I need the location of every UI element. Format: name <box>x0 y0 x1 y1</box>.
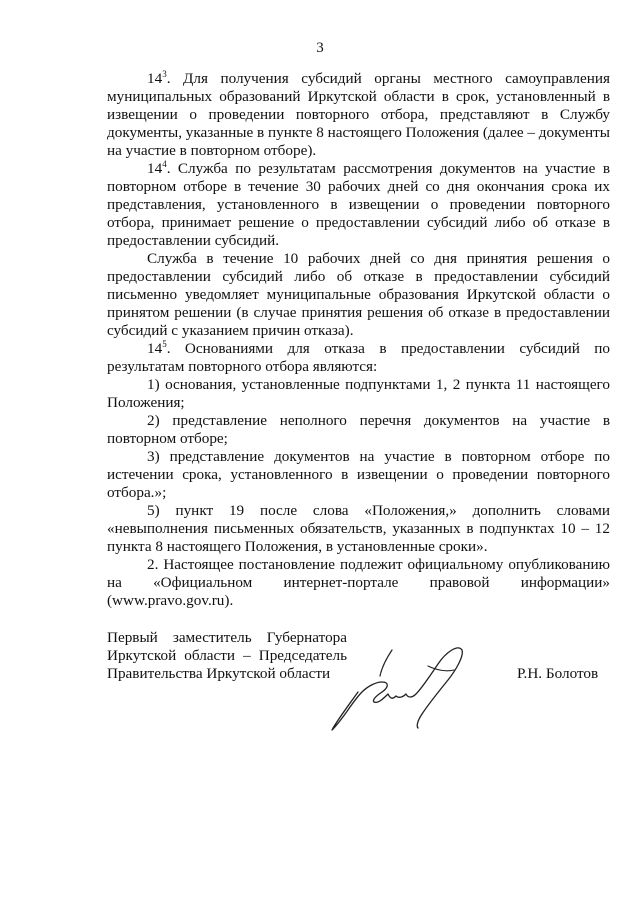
paragraph-notification <box>107 250 610 340</box>
signatory-title <box>107 629 347 683</box>
paragraph-superscript: 3 <box>162 68 167 79</box>
paragraph-text: 1) основания, установленные подпунктами 1, 2 пункта 11 настоящего Положения; <box>107 376 610 411</box>
document-body <box>107 70 610 610</box>
paragraph-publication <box>107 556 610 610</box>
paragraph-text: 2) представление неполного перечня документов на участие в повторном отборе; <box>107 412 610 447</box>
paragraph-text: . Служба по результатам рассмотрения документов на участие в повторном отборе в течение 30 рабочих дней со дня окончания срока их представления, установленного в извещении о проведении повторного отбора, принимает решение о предоставлении субсидий либо об отказе в предоставлении субсидий. <box>107 160 610 249</box>
list-item-1 <box>107 376 610 412</box>
page-number: 3 <box>316 40 324 56</box>
signatory-title-line: Иркутской области – Председатель <box>107 647 347 664</box>
paragraph-superscript: 4 <box>162 158 167 169</box>
paragraph-14-5 <box>107 340 610 376</box>
paragraph-text: 3) представление документов на участие в повторном отборе по истечении срока, установленного в извещении о проведении повторного отбора.»; <box>107 448 610 501</box>
paragraph-text: 2. Настоящее постановление подлежит официальному опубликованию на «Официальном интернет-портале правовой информации» (www.pravo.gov.ru). <box>107 556 610 609</box>
paragraph-14-3 <box>107 70 610 160</box>
paragraph-text: 5) пункт 19 после слова «Положения,» дополнить словами «невыполнения письменных обязательств, указанных в подпунктах 10 – 12 пункта 8 настоящего Положения, в установленные сроки». <box>107 502 610 555</box>
paragraph-text: . Для получения субсидий органы местного самоуправления муниципальных образований Иркутской области в срок, установленный в извещении о проведении повторного отбора, представляют в Службу документы, указанные в пункте 8 настоящего Положения (далее – документы на участие в повторном отборе). <box>107 70 610 159</box>
paragraph-number: 14 <box>147 70 163 87</box>
handwritten-signature <box>318 636 468 736</box>
paragraph-text: Служба в течение 10 рабочих дней со дня принятия решения о предоставлении субсидий либо об отказе в предоставлении субсидий письменно уведомляет муниципальные образования Иркутской области о принятом решении (в случае принятия решения об отказе в предоставлении субсидий с указанием причин отказа). <box>107 250 610 339</box>
paragraph-text: . Основаниями для отказа в предоставлении субсидий по результатам повторного отбора являются: <box>107 340 610 375</box>
paragraph-number: 14 <box>147 340 163 357</box>
paragraph-item-5 <box>107 502 610 556</box>
list-item-2 <box>107 412 610 448</box>
signatory-title-line: Первый заместитель Губернатора <box>107 629 347 646</box>
signatory-title-line: Правительства Иркутской области <box>107 665 331 682</box>
paragraph-superscript: 5 <box>162 338 167 349</box>
signatory-name: Р.Н. Болотов <box>517 665 599 682</box>
list-item-3 <box>107 448 610 502</box>
paragraph-number: 14 <box>147 160 163 177</box>
paragraph-14-4 <box>107 160 610 250</box>
